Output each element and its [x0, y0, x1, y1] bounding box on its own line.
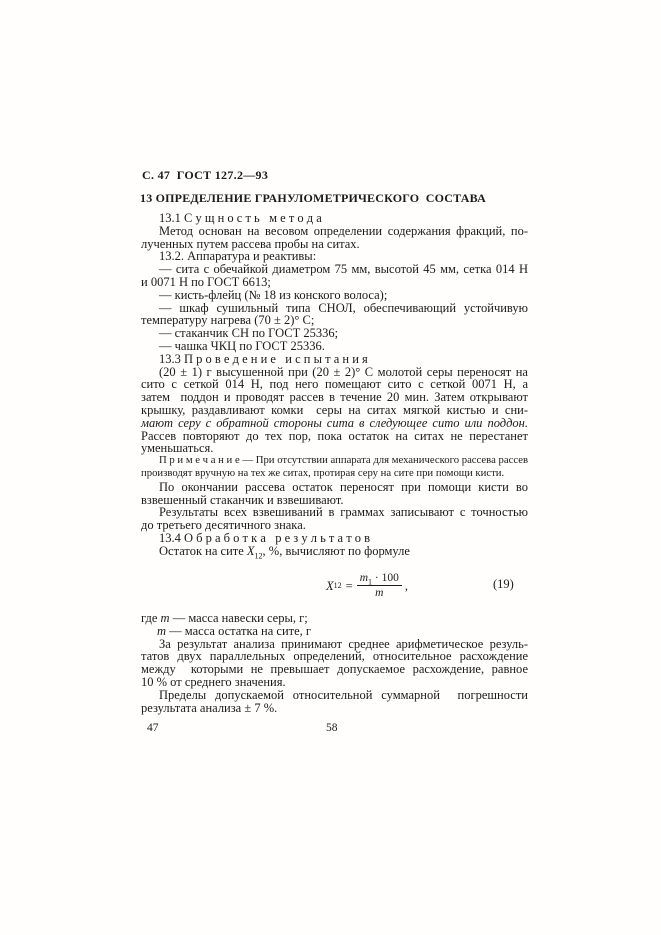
- text-line: Результаты всех взвешиваний в граммах записывают с точностью: [159, 505, 528, 520]
- text-segment: m: [160, 611, 170, 625]
- numerator-multiplier: · 100: [372, 572, 399, 584]
- text-line: между которыми не превышает допускаемое расхождение, равное: [141, 662, 528, 677]
- formula-lhs: X: [326, 578, 334, 593]
- text-line: затем поддон и проводят рассев в течение 20 мин. Затем открывают: [141, 390, 528, 405]
- text-line: результата анализа ± 7 %.: [141, 700, 278, 715]
- running-header: С. 47 ГОСТ 127.2—93: [142, 168, 269, 182]
- text-line: — стаканчик СН по ГОСТ 25336;: [159, 326, 339, 341]
- note-line: П р и м е ч а н и е — При отсутствии аппарата для механического рассева рассев: [159, 454, 528, 467]
- text-line: [141, 625, 528, 638]
- heading-13-4: 13.4 О б р а б о т к а р е з у л ь т а т о в: [159, 530, 371, 545]
- document-body-upper: [141, 211, 528, 561]
- formula-19: [141, 573, 528, 603]
- text-line: татов двух параллельных определений, относительное расхождение: [141, 649, 528, 664]
- text-line: Рассев повторяют до тех пор, пока остаток на ситах не перестанет: [141, 428, 528, 443]
- text-line: — кисть-флейц (№ 18 из конского волоса);: [159, 287, 388, 302]
- numerator-subscript: 1: [368, 577, 373, 587]
- text-line: За результат анализа принимают среднее арифметическое резуль-: [159, 636, 528, 651]
- text-line: — шкаф сушильный типа СНОЛ, обеспечивающий устойчивую: [159, 300, 528, 315]
- equation-number: (19): [493, 577, 514, 591]
- numerator-var: m: [359, 572, 369, 584]
- section-title: 13 ОПРЕДЕЛЕНИЕ ГРАНУЛОМЕТРИЧЕСКОГО СОСТАВА: [140, 191, 486, 205]
- note-line: производят вручную на тех же ситах, протирая серу на сите при помощи кисти.: [141, 466, 505, 479]
- text-segment: — масса навески серы, г;: [169, 611, 308, 625]
- text-line: (20 ± 1) г высушенной при (20 ± 2)° С молотой серы переносят на: [159, 364, 528, 379]
- text-line: [141, 543, 528, 561]
- heading-13-3: 13.3 П р о в е д е н и е и с п ы т а н и я: [159, 351, 368, 366]
- text-line: крышку, раздавливают комки серы на ситах мягкой кистью и сни-: [141, 402, 528, 417]
- text-line: температуру нагрева (70 ± 2)° С;: [141, 313, 315, 328]
- formula-expression: X 12 = $\frac{m_1 \cdot 100}{m}$ ,: [326, 572, 408, 599]
- text-line: сито с сеткой 014 Н, под него помещают сито с сеткой 0071 Н, а: [141, 377, 528, 392]
- page-number-left: 47: [147, 722, 159, 734]
- page-number-center: 58: [326, 722, 338, 734]
- text-segment: , %, вычисляют по формуле: [262, 543, 410, 558]
- document-body-lower: [141, 612, 528, 714]
- text-line: взвешенный стаканчик и взвешивают.: [141, 492, 344, 507]
- text-line: и 0071 Н по ГОСТ 6613;: [141, 274, 271, 289]
- text-line: Пределы допускаемой относительной суммарной погрешности: [159, 687, 528, 702]
- text-segment: где: [141, 611, 161, 625]
- text-segment: X: [246, 543, 255, 558]
- text-line: лученных путем рассева пробы на ситах.: [141, 236, 360, 251]
- text-line: По окончании рассева остаток переносят при помощи кисти во: [159, 479, 528, 494]
- heading-13-2: 13.2. Аппаратура и реактивы:: [159, 249, 317, 264]
- text-segment: m: [157, 623, 167, 638]
- equals-sign: =: [345, 578, 353, 593]
- formula-comma: ,: [404, 578, 408, 593]
- text-segment: — масса остатка на сите, г: [166, 623, 312, 638]
- fraction: [357, 573, 402, 599]
- text-segment: 12: [254, 551, 263, 561]
- text-line: Метод основан на весовом определении содержания фракций, по-: [159, 223, 528, 238]
- text-line: — чашка ЧКЦ по ГОСТ 25336.: [159, 338, 325, 353]
- text-segment: Остаток на сите: [159, 543, 247, 558]
- text-line: мают серу с обратной стороны сита в следующее сито или поддон.: [141, 415, 528, 430]
- text-line: до третьего десятичного знака.: [141, 518, 306, 533]
- text-line: 10 % от среднего значения.: [141, 674, 286, 689]
- fraction-denominator: m: [375, 587, 384, 599]
- text-line: уменьшаться.: [141, 441, 214, 456]
- fraction-numerator: [357, 573, 402, 586]
- heading-13-1: 13.1 С у щ н о с т ь м е т о д а: [159, 211, 322, 225]
- text-line: — сита с обечайкой диаметром 75 мм, высотой 45 мм, сетка 014 Н: [159, 262, 528, 277]
